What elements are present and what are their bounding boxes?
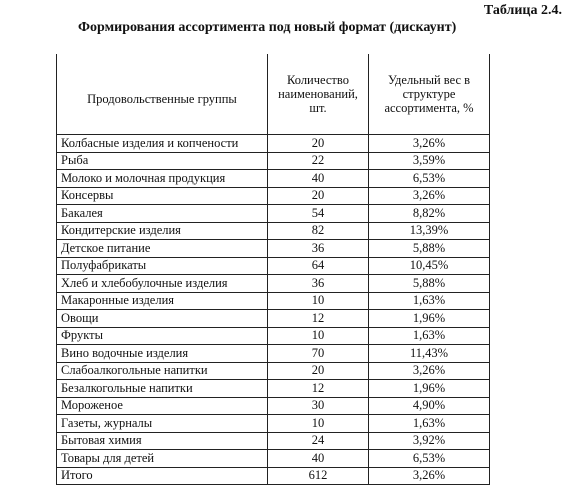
- cell-product-group: Товары для детей: [57, 450, 268, 468]
- table-row: [57, 275, 490, 293]
- header-share: Удельный вес в структуре ассортимента, %: [369, 54, 490, 135]
- cell-share: 11,43%: [369, 345, 490, 363]
- table-row: [57, 345, 490, 363]
- cell-item-count: 20: [268, 362, 369, 380]
- table-row: [57, 432, 490, 450]
- cell-item-count: 20: [268, 187, 369, 205]
- cell-product-group: Мороженое: [57, 397, 268, 415]
- cell-share: 3,26%: [369, 135, 490, 153]
- cell-share: 13,39%: [369, 222, 490, 240]
- cell-share: 10,45%: [369, 257, 490, 275]
- table-row: [57, 222, 490, 240]
- cell-share: 5,88%: [369, 240, 490, 258]
- cell-product-group: Итого: [57, 467, 268, 485]
- table-row: [57, 380, 490, 398]
- cell-item-count: 40: [268, 450, 369, 468]
- cell-product-group: Колбасные изделия и копчености: [57, 135, 268, 153]
- cell-item-count: 612: [268, 467, 369, 485]
- cell-item-count: 40: [268, 170, 369, 188]
- cell-product-group: Овощи: [57, 310, 268, 328]
- table-row: [57, 205, 490, 223]
- table-row: [57, 415, 490, 433]
- cell-product-group: Газеты, журналы: [57, 415, 268, 433]
- table-row: [57, 397, 490, 415]
- table-row: [57, 257, 490, 275]
- cell-item-count: 64: [268, 257, 369, 275]
- cell-item-count: 12: [268, 310, 369, 328]
- cell-product-group: Кондитерские изделия: [57, 222, 268, 240]
- cell-share: 1,96%: [369, 380, 490, 398]
- cell-item-count: 82: [268, 222, 369, 240]
- cell-item-count: 36: [268, 275, 369, 293]
- assortment-table: [56, 54, 490, 485]
- cell-item-count: 30: [268, 397, 369, 415]
- cell-share: 6,53%: [369, 170, 490, 188]
- cell-product-group: Детское питание: [57, 240, 268, 258]
- table-row: [57, 362, 490, 380]
- cell-item-count: 24: [268, 432, 369, 450]
- table-row: [57, 187, 490, 205]
- cell-share: 1,63%: [369, 292, 490, 310]
- table-row: [57, 292, 490, 310]
- table-row: [57, 310, 490, 328]
- header-product-groups: Продовольственные группы: [57, 54, 268, 135]
- cell-item-count: 10: [268, 327, 369, 345]
- cell-share: 1,63%: [369, 327, 490, 345]
- cell-product-group: Безалкогольные напитки: [57, 380, 268, 398]
- cell-share: 1,96%: [369, 310, 490, 328]
- cell-product-group: Вино водочные изделия: [57, 345, 268, 363]
- cell-share: 3,59%: [369, 152, 490, 170]
- cell-item-count: 54: [268, 205, 369, 223]
- cell-product-group: Бытовая химия: [57, 432, 268, 450]
- cell-share: 6,53%: [369, 450, 490, 468]
- cell-product-group: Хлеб и хлебобулочные изделия: [57, 275, 268, 293]
- cell-product-group: Полуфабрикаты: [57, 257, 268, 275]
- cell-item-count: 20: [268, 135, 369, 153]
- cell-product-group: Фрукты: [57, 327, 268, 345]
- header-row: [57, 54, 490, 135]
- cell-product-group: Консервы: [57, 187, 268, 205]
- table-number: Таблица 2.4.: [483, 3, 562, 18]
- cell-product-group: Бакалея: [57, 205, 268, 223]
- table-title: Формирования ассортимента под новый формат (дискаунт): [78, 20, 457, 35]
- cell-share: 3,92%: [369, 432, 490, 450]
- table-header: [57, 54, 490, 135]
- cell-share: 3,26%: [369, 187, 490, 205]
- cell-product-group: Молоко и молочная продукция: [57, 170, 268, 188]
- cell-item-count: 12: [268, 380, 369, 398]
- cell-item-count: 10: [268, 415, 369, 433]
- cell-share: 1,63%: [369, 415, 490, 433]
- cell-share: 5,88%: [369, 275, 490, 293]
- cell-product-group: Рыба: [57, 152, 268, 170]
- cell-item-count: 22: [268, 152, 369, 170]
- cell-item-count: 70: [268, 345, 369, 363]
- table-row: [57, 240, 490, 258]
- table-row: [57, 450, 490, 468]
- table-row: [57, 327, 490, 345]
- cell-share: 8,82%: [369, 205, 490, 223]
- cell-product-group: Макаронные изделия: [57, 292, 268, 310]
- table-row: [57, 135, 490, 153]
- cell-item-count: 36: [268, 240, 369, 258]
- table-body: [57, 135, 490, 485]
- table-row-total: [57, 467, 490, 485]
- cell-share: 3,26%: [369, 467, 490, 485]
- cell-share: 3,26%: [369, 362, 490, 380]
- cell-product-group: Слабоалкогольные напитки: [57, 362, 268, 380]
- header-item-count: Количество наименований, шт.: [268, 54, 369, 135]
- cell-share: 4,90%: [369, 397, 490, 415]
- table-row: [57, 152, 490, 170]
- table-row: [57, 170, 490, 188]
- cell-item-count: 10: [268, 292, 369, 310]
